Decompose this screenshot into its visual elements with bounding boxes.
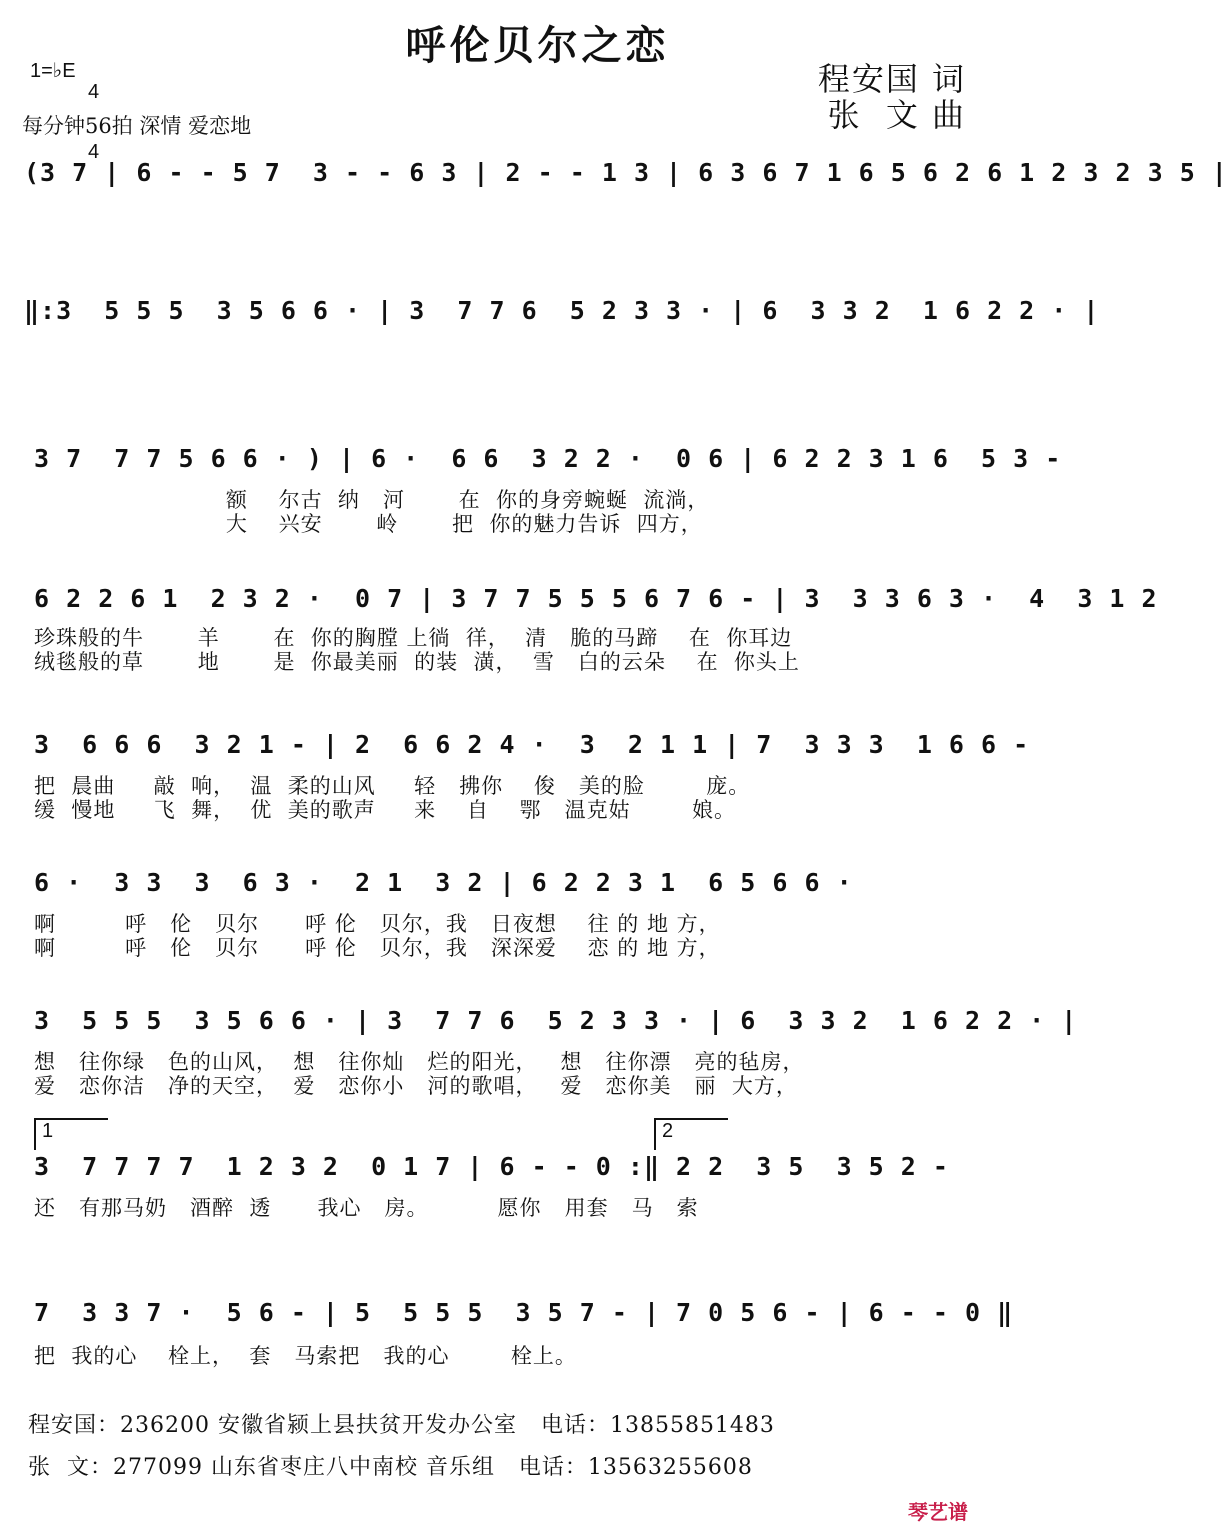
score-row-4-lyric-1: 珍珠般的牛 羊 在 你的胸膛 上徜 徉， 清 脆的马蹄 在 你耳边 xyxy=(34,626,793,650)
tempo-marking: 每分钟56拍 深情 爱恋地 xyxy=(22,114,252,138)
score-row-1-notes: (3 7 | 6 - - 5 7 3 - - 6 3 | 2 - - 1 3 | 6 3 6 7 1 6 5 6 2 6 1 2 3 2 3 5 | xyxy=(24,158,1228,187)
score-row-6-lyric-1: 啊 呼 伦 贝尔 呼 伦 贝尔，我 日夜想 往 的 地 方， xyxy=(34,912,721,936)
volta-first-label: 1 xyxy=(42,1120,54,1142)
score-row-5-lyric-2: 缓 慢地 飞 舞， 优 美的歌声 来 自 鄂 温克姑 娘。 xyxy=(34,798,736,822)
score-row-7-lyric-2: 爱 恋你洁 净的天空， 爱 恋你小 河的歌唱， 爱 恋你美 丽 大方， xyxy=(34,1074,798,1098)
score-row-7-lyric-1: 想 往你绿 色的山风， 想 往你灿 烂的阳光， 想 往你漂 亮的毡房， xyxy=(34,1050,805,1074)
score-row-6-notes: 6 · 3 3 3 6 3 · 2 1 3 2 | 6 2 2 3 1 6 5 6 6 · xyxy=(34,868,853,897)
score-row-6-lyric-2: 啊 呼 伦 贝尔 呼 伦 贝尔，我 深深爱 恋 的 地 方， xyxy=(34,936,721,960)
time-signature-top: 4 xyxy=(88,81,100,103)
time-signature-bottom: 4 xyxy=(88,141,100,163)
score-row-2-notes: ‖:3 5 5 5 3 5 6 6 · | 3 7 7 6 5 2 3 3 · | 6 3 3 2 1 6 2 2 · | xyxy=(24,296,1100,325)
volta-second-ending xyxy=(654,1118,728,1150)
score-row-5-lyric-1: 把 晨曲 敲 响， 温 柔的山风 轻 拂你 俊 美的脸 庞。 xyxy=(34,774,751,798)
score-row-8-notes: 3 7 7 7 7 1 2 3 2 0 1 7 | 6 - - 0 :‖ 2 2 3 5 3 5 2 - xyxy=(34,1152,949,1181)
score-row-4-notes: 6 2 2 6 1 2 3 2 · 0 7 | 3 7 7 5 5 5 6 7 6 - | 3 3 3 6 3 · 4 3 1 2 xyxy=(34,584,1158,613)
score-row-9-lyric-1: 把 我的心 栓上， 套 马索把 我的心 栓上。 xyxy=(34,1344,577,1368)
song-title: 呼伦贝尔之恋 xyxy=(405,22,670,69)
score-row-3-lyric-1: 额 尔古 纳 河 在 你的身旁蜿蜒 流淌， xyxy=(34,488,710,512)
key-signature: 1=♭E xyxy=(30,60,76,82)
score-row-5-notes: 3 6 6 6 3 2 1 - | 2 6 6 2 4 · 3 2 1 1 | 7 3 3 3 1 6 6 - xyxy=(34,730,1030,759)
lyricist-credit: 程安国 词 xyxy=(817,60,966,98)
score-row-9-notes: 7 3 3 7 · 5 6 - | 5 5 5 5 3 5 7 - | 7 0 5 6 - | 6 - - 0 ‖ xyxy=(34,1298,1014,1327)
score-row-4-lyric-2: 绒毯般的草 地 是 你最美丽 的装 潢， 雪 白的云朵 在 你头上 xyxy=(34,650,800,674)
footer-contact-lyricist: 程安国：236200 安徽省颍上县扶贫开发办公室 电话：13855851483 xyxy=(28,1413,775,1438)
composer-credit: 张 文 曲 xyxy=(827,96,966,134)
score-row-3-lyric-2: 大 兴安 岭 把 你的魅力告诉 四方， xyxy=(34,512,703,536)
score-row-7-notes: 3 5 5 5 3 5 6 6 · | 3 7 7 6 5 2 3 3 · | 6 3 3 2 1 6 2 2 · | xyxy=(34,1006,1078,1035)
score-row-8-lyric-1: 还 有那马奶 酒醉 透 我心 房。 愿你 用套 马 索 xyxy=(34,1196,699,1220)
site-logo: 琴艺谱 xyxy=(908,1500,968,1524)
score-row-3-notes: 3 7 7 7 5 6 6 · ) | 6 · 6 6 3 2 2 · 0 6 | 6 2 2 3 1 6 5 3 - xyxy=(34,444,1062,473)
volta-second-label: 2 xyxy=(662,1120,674,1142)
footer-contact-composer: 张 文：277099 山东省枣庄八中南校 音乐组 电话：13563255608 xyxy=(28,1455,753,1480)
volta-first-ending xyxy=(34,1118,108,1150)
